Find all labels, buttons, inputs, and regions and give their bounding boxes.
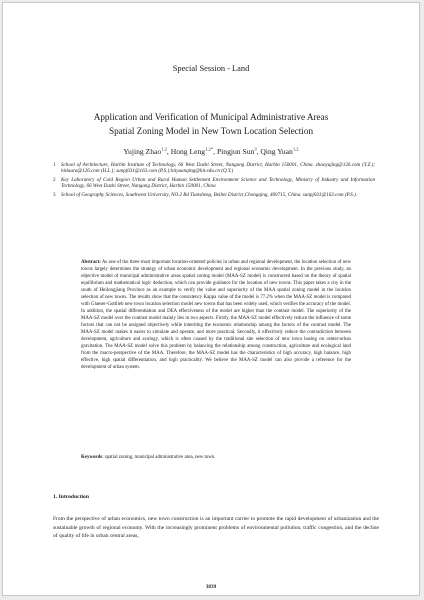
abstract: [81, 259, 351, 371]
abstract-label: Abstract:: [81, 260, 101, 265]
affiliation-item: [53, 177, 375, 190]
keywords-label: Keywords: [81, 455, 103, 460]
page-number: 3839: [205, 584, 217, 590]
affiliation-list: [53, 162, 375, 200]
affiliation-number: 1: [53, 162, 56, 168]
affiliation-text: School of Architecture, Harbin Institute of Technology, 66 West Dazhi Street, Nangang District, Harbin 150001, China. zhaoyujing@126.com (Y.Z.); hitlaura@126.com (H.L.); sunpj031@163.com (P.S.);hityuanqing@hit.edu.cn (Q.Y.): [61, 162, 375, 175]
affiliation-item: [53, 192, 375, 198]
title-line-2: Spatial Zoning Model in New Town Location Selection: [108, 126, 314, 136]
author: Yujing Zhao$^{1,2}$,: [123, 146, 171, 156]
keywords: [81, 454, 351, 461]
affiliation-text: Key Laboratory of Cold Region Urban and Rural Human Settlement Environment Science and Technology, Ministry of Industry and Information Technology, 66 West Dazhi Street, Nangang District, Harbin 150001, China: [61, 176, 375, 190]
affiliation-number: 3: [53, 191, 56, 198]
affiliation-item: [53, 162, 375, 175]
affiliation-number: 2: [53, 176, 56, 183]
intro-paragraph: From the perspective of urban economics, new town construction is an important carrier to promote the rapid development of urbanization and the sustainable growth of regional economy. With the increasingly prominent problems of environmental pollution, traffic congestion, and the decline of quality of life in urban central areas,: [53, 516, 379, 540]
author: Pingjun Sun$^3$,: [216, 146, 261, 156]
title-line-1: Application and Verification of Municipal Administrative Areas: [93, 112, 329, 122]
abstract-text: As one of the three most important location-oriented policies in urban and regional development, the location selection of new towns largely determines the strategy of urban economic development and regional economic development. In the previous study, an objective model of municipal administrative areas spatial zoning model (MAA-SZ model) is constructed based on the theory of spatial equilibrium and mathematical logic deduction, which can provide guidance for the location of new towns. This paper takes a city in the south of Heilongjiang Province as an example to verify the value and superiority of the MAA spatial zoning model in the location selection of new towns. The results show that the consistency Kappa value of the model is 77.2% when the MAA-SZ model is compared with Glaeser-Gottlieb new town location selection model new towns that has been widely used, which verifies the accuracy of the model. In addition, the spatial differentiation and DEA effectiveness of the model are higher than the contrast model. The superiority of the MAA-SZ model over the contrast model mainly lies in two aspects. Firstly, the MAA-SZ model effectively reduce the influence of some factors that can not be assigned objectively while inheriting the economic relationship among the factors of the contrast model. The MAA-SZ model makes it easier to simulate and operate, and more practical. Secondly, it effectively reduce the contradiction between development, agriculture and ecology, which is often caused by the traditional site selection of new town basing on center-urban gravitation. The MAA-SZ model solve this problem by balancing the relationship among construction, agriculture and ecological land from the macro-perspective of the MAA. Therefore, the MAA-SZ model has the characteristics of high accuracy, high balance, high effective, high spatial differentiation, and high practicality. We believe the MAA-SZ model can also provide a reference for the development of urban system.: [81, 260, 352, 370]
author: Qing Yuan$^{1,2}$: [260, 146, 299, 156]
session-header: Special Session - Land: [172, 64, 250, 73]
keywords-text: : spatial zoning, municipal administrative area, new town.: [102, 455, 216, 460]
paper-page: [2, 2, 420, 596]
author: Hong Leng$^{1,2*}$,: [170, 146, 217, 156]
paper-title: [43, 110, 379, 138]
author-list: [3, 146, 419, 156]
affiliation-text: School of Geography Sciences, Southwest University, NO.2 Rd Tiansheng, Beibei District,Chongqing, 400715, China. sunpj031@163.com (P.S.).: [61, 191, 358, 198]
section-heading: 1. Introduction: [53, 494, 89, 500]
